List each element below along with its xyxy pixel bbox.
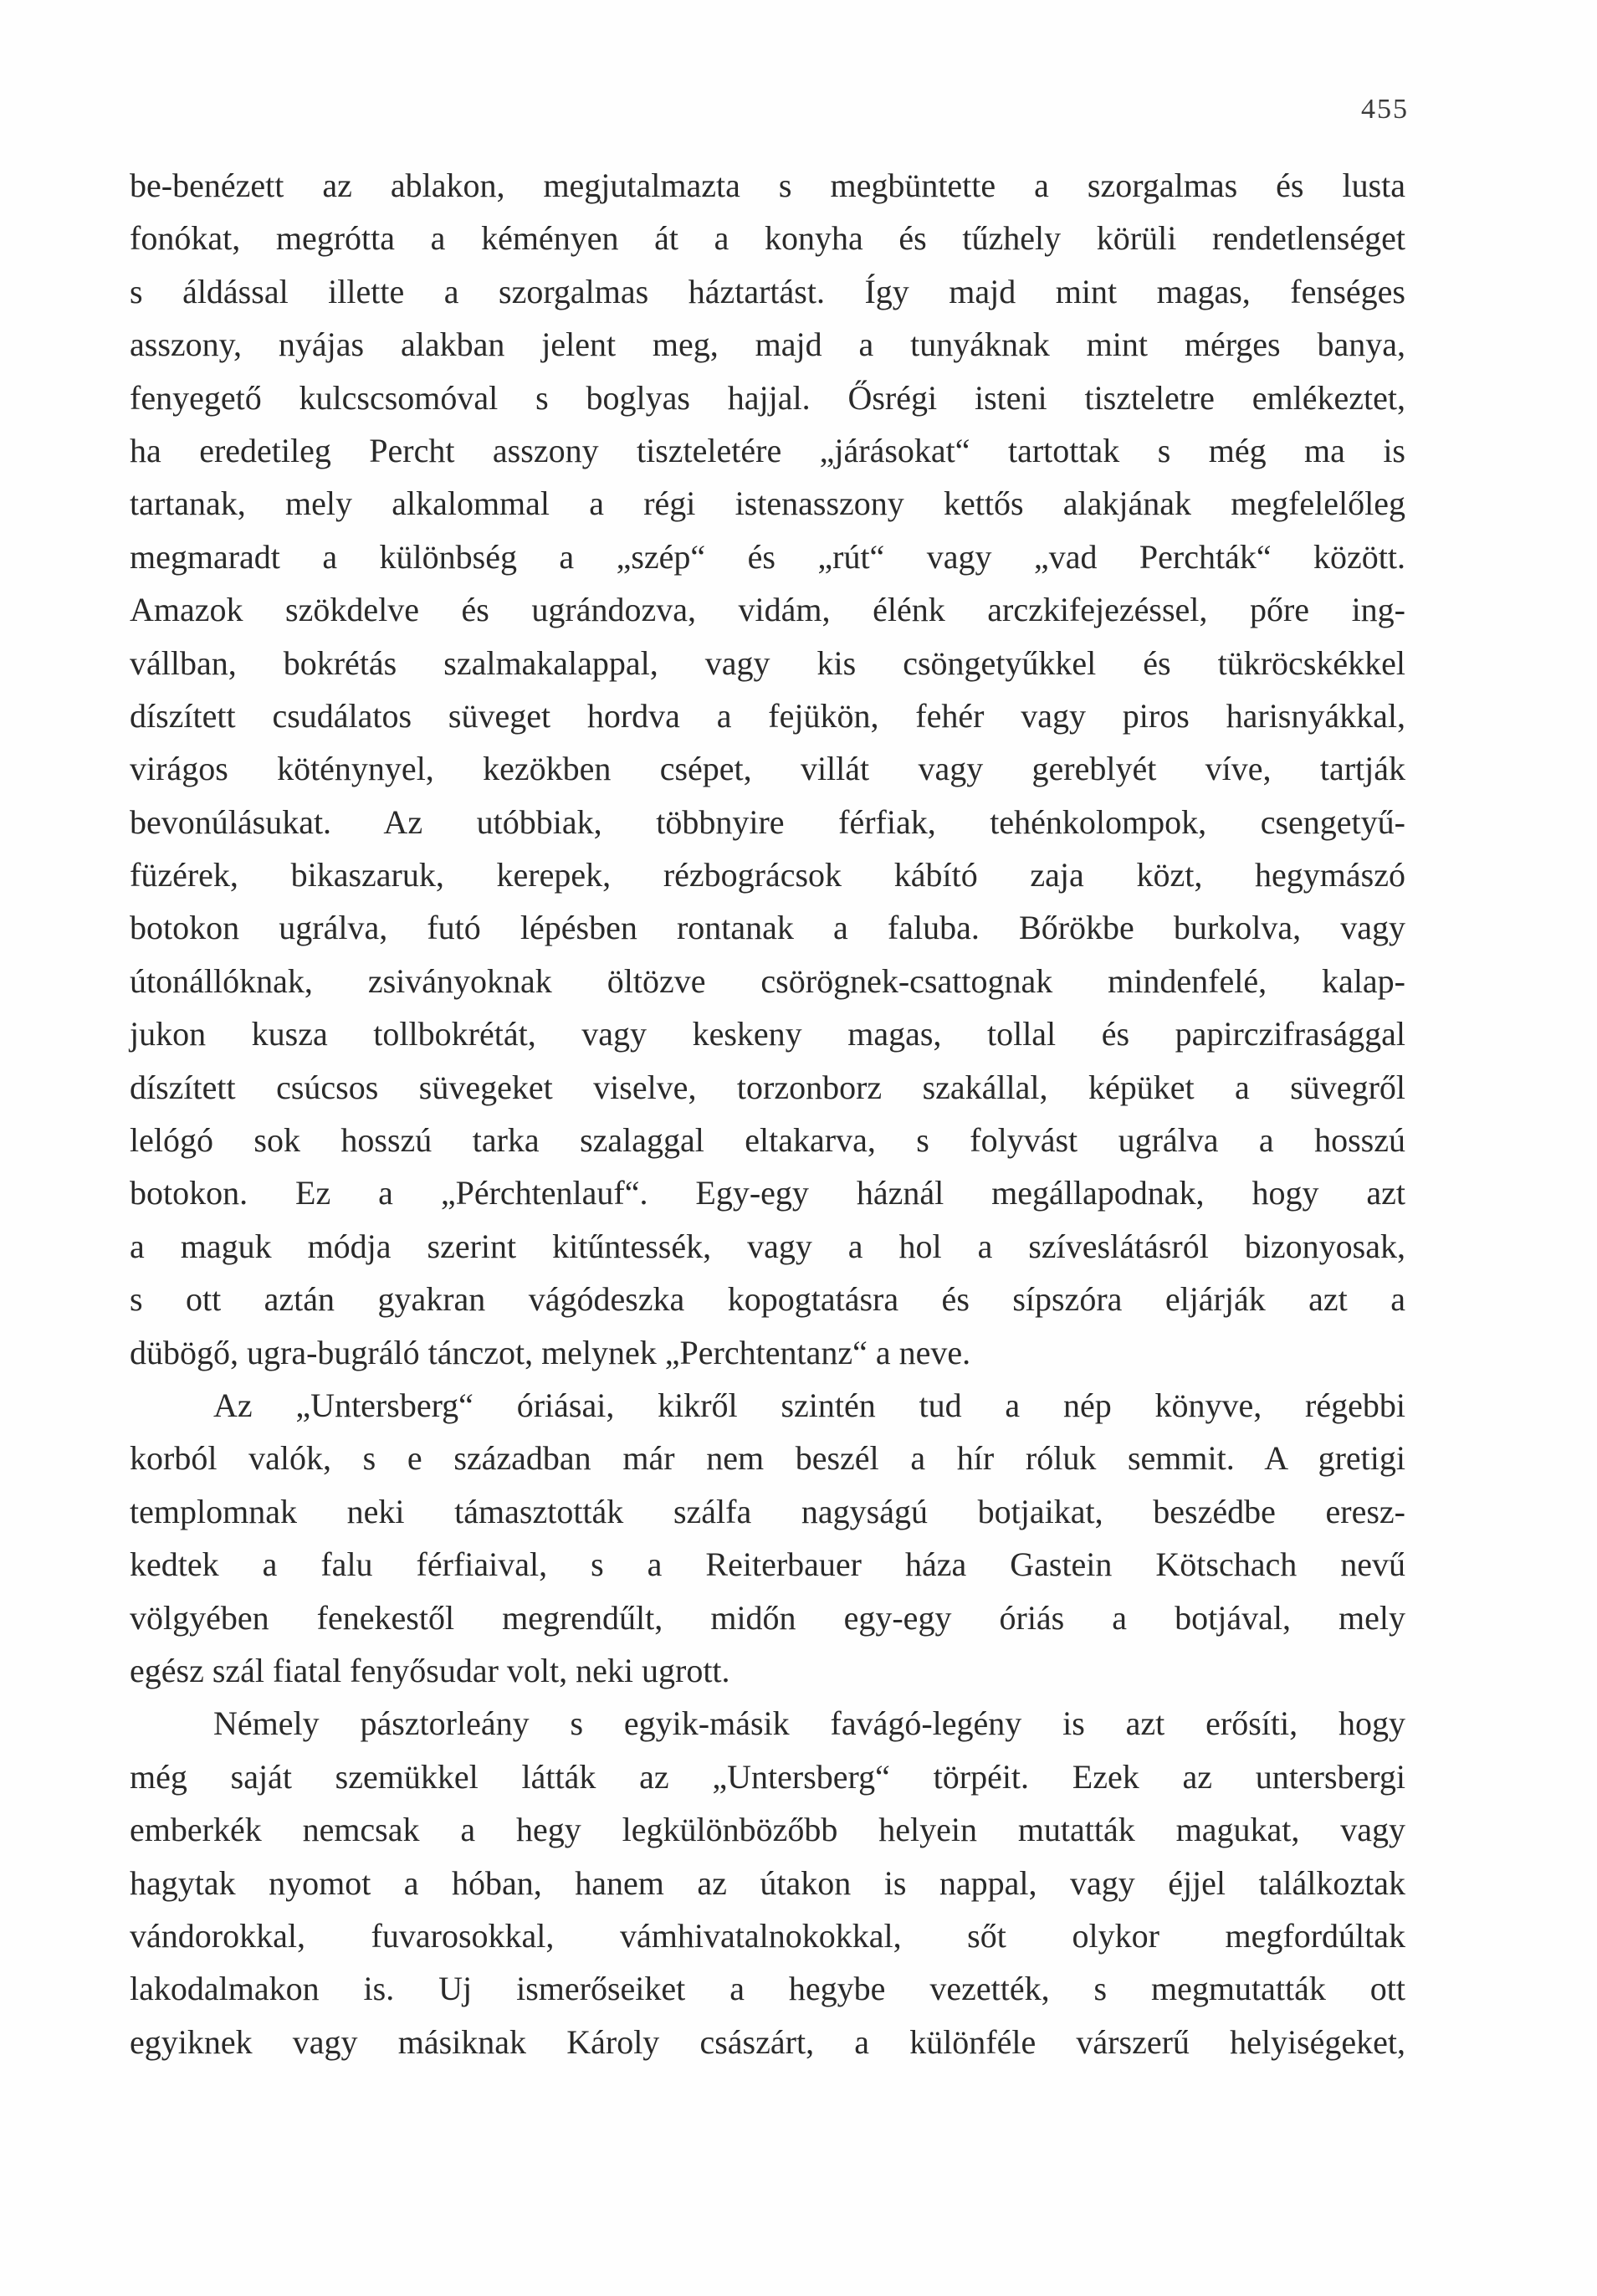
text-line: Amazok szökdelve és ugrándozva, vidám, élénk arczkifejezéssel, pőre ing-: [130, 591, 1405, 629]
text-line: kedtek a falu férfiaival, s a Reiterbauer háza Gastein Kötschach nevű: [130, 1545, 1405, 1584]
text-line: virágos köténynyel, kezökben csépet, villát vagy gereblyét víve, tartják: [130, 750, 1405, 788]
text-line: díszített csúcsos süvegeket viselve, torzonborz szakállal, képüket a süvegről: [130, 1068, 1405, 1106]
text-line: hagytak nyomot a hóban, hanem az útakon is nappal, vagy éjjel találkoztak: [130, 1863, 1405, 1902]
paragraph-end-line: dübögő, ugra-bugráló tánczot, melynek „Perchtentanz“ a neve.: [130, 1333, 971, 1371]
page-number: 455: [1361, 94, 1409, 125]
text-line: vállban, bokrétás szalmakalappal, vagy kis csöngetyűkkel és tükröcskékkel: [130, 643, 1405, 682]
text-line: a maguk módja szerint kitűntessék, vagy a hol a szíveslátásról bizonyosak,: [130, 1227, 1405, 1265]
text-line: fonókat, megrótta a kéményen át a konyha és tűzhely körüli rendetlenséget: [130, 219, 1405, 258]
text-line: bevonúlásukat. Az utóbbiak, többnyire férfiak, tehénkolompok, csengetyű-: [130, 802, 1405, 841]
text-line: jukon kusza tollbokrétát, vagy keskeny magas, tollal és papirczifrasággal: [130, 1015, 1405, 1053]
text-line: fenyegető kulcscsomóval s boglyas hajjal. Ősrégi isteni tiszteletre emlékeztet,: [130, 378, 1405, 417]
text-line: útonállóknak, zsiványoknak öltözve csörögnek-csattognak mindenfelé, kalap-: [130, 961, 1405, 1000]
text-line: be-benézett az ablakon, megjutalmazta s megbüntette a szorgalmas és lusta: [130, 167, 1405, 204]
text-line: korból valók, s e században már nem beszél a hír róluk semmit. A gretigi: [130, 1439, 1405, 1478]
text-line: botokon ugrálva, futó lépésben rontanak a faluba. Bőrökbe burkolva, vagy: [130, 909, 1405, 947]
paragraph-end-line: egész szál fiatal fenyősudar volt, neki ugrott.: [130, 1651, 730, 1689]
text-line: emberkék nemcsak a hegy legkülönbözőbb helyein mutatták magukat, vagy: [130, 1811, 1405, 1849]
text-line: egyiknek vagy másiknak Károly császárt, a különféle várszerű helyiségeket,: [130, 2022, 1405, 2061]
text-line: völgyében fenekestől megrendűlt, midőn egy-egy óriás a botjával, mely: [130, 1598, 1405, 1637]
text-line: tartanak, mely alkalommal a régi istenasszony kettős alakjának megfelelőleg: [130, 484, 1405, 523]
text-line: még saját szemükkel látták az „Untersberg“ törpéit. Ezek az untersbergi: [130, 1757, 1405, 1796]
text-line: asszony, nyájas alakban jelent meg, majd a tunyáknak mint mérges banya,: [130, 325, 1405, 364]
text-line: botokon. Ez a „Pérchtenlauf“. Egy-egy háznál megállapodnak, hogy azt: [130, 1174, 1405, 1212]
text-line: ha eredetileg Percht asszony tiszteletére „járásokat“ tartottak s még ma is: [130, 431, 1405, 469]
body-text: [130, 159, 1405, 2068]
text-line: vándorokkal, fuvarosokkal, vámhivatalnokokkal, sőt olykor megfordúltak: [130, 1916, 1405, 1955]
text-line: lelógó sok hosszú tarka szalaggal eltakarva, s folyvást ugrálva a hosszú: [130, 1121, 1405, 1160]
paragraph-start-line: Az „Untersberg“ óriásai, kikről szintén tud a nép könyve, régebbi: [213, 1386, 1405, 1424]
paragraph-start-line: Némely pásztorleány s egyik-másik favágó-legény is azt erősíti, hogy: [213, 1704, 1405, 1743]
text-line: templomnak neki támasztották szálfa nagyságú botjaikat, beszédbe eresz-: [130, 1492, 1405, 1530]
text-line: s ott aztán gyakran vágódeszka kopogtatásra és sípszóra eljárják azt a: [130, 1280, 1405, 1319]
text-line: füzérek, bikaszaruk, kerepek, rézbográcsok kábító zaja közt, hegymászó: [130, 856, 1405, 894]
text-line: s áldással illette a szorgalmas háztartást. Így majd mint magas, fenséges: [130, 272, 1405, 310]
text-line: megmaradt a különbség a „szép“ és „rút“ vagy „vad Perchták“ között.: [130, 537, 1405, 576]
text-line: díszített csudálatos süveget hordva a fejükön, fehér vagy piros harisnyákkal,: [130, 696, 1405, 735]
text-line: lakodalmakon is. Uj ismerőseiket a hegybe vezették, s megmutatták ott: [130, 1970, 1405, 2008]
